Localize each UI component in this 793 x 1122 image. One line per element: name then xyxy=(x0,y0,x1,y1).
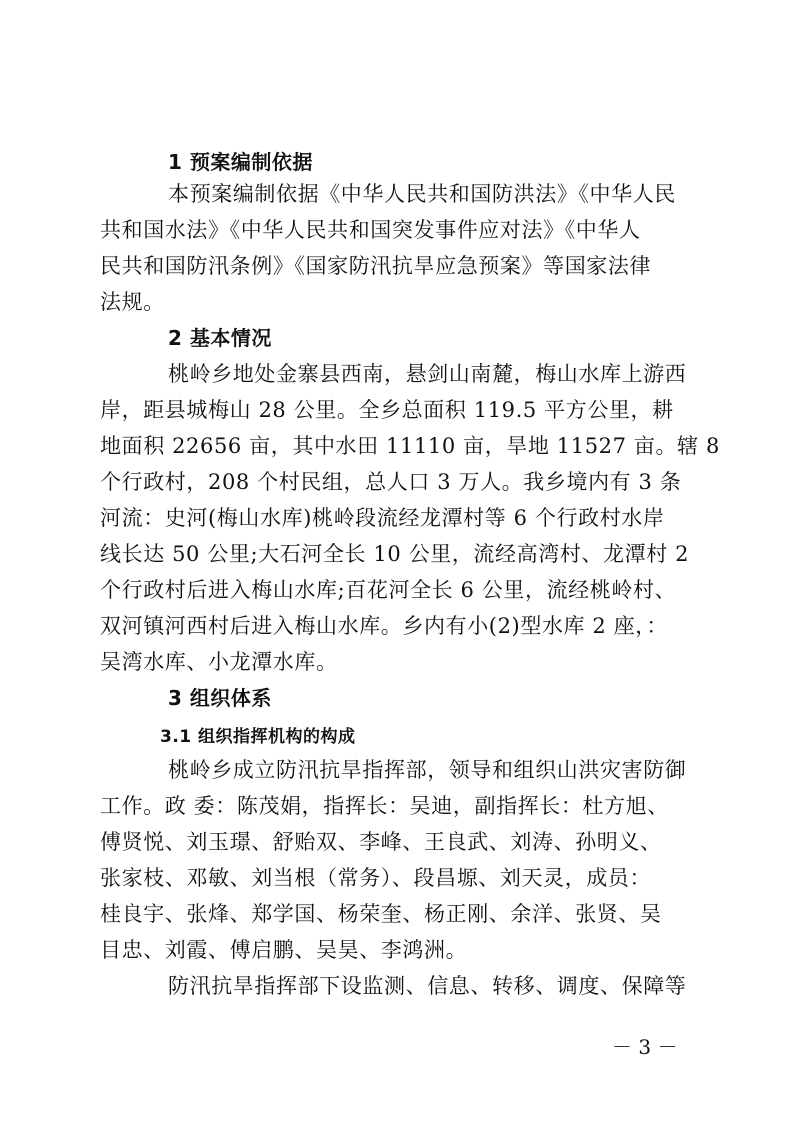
paragraph-line: 民共和国防汛条例》《国家防汛抗旱应急预案》等国家法律 xyxy=(100,254,652,278)
section-3-heading: 3 组织体系 xyxy=(168,686,272,710)
paragraph-line: 张家枝、邓敏、刘当根（常务）、段昌塬、刘天灵，成员： xyxy=(100,866,652,890)
paragraph-line: 个行政村后进入梅山水库;百花河全长 6 公里，流经桃岭村、 xyxy=(100,578,677,602)
paragraph-line: 双河镇河西村后进入梅山水库。乡内有小(2)型水库 2 座，： xyxy=(100,614,668,638)
paragraph-line: 线长达 50 公里;大石河全长 10 公里，流经高湾村、龙潭村 2 xyxy=(100,542,690,566)
section-2-heading: 2 基本情况 xyxy=(168,326,272,350)
paragraph-line: 本预案编制依据《中华人民共和国防洪法》《中华人民 xyxy=(168,182,676,206)
paragraph-line: 地面积 22656 亩，其中水田 11110 亩，旱地 11527 亩。辖 8 xyxy=(100,434,720,458)
paragraph-line: 法规。 xyxy=(100,290,165,314)
paragraph-line: 个行政村，208 个村民组，总人口 3 万人。我乡境内有 3 条 xyxy=(100,470,682,494)
paragraph-line: 工作。政 委：陈茂娟，指挥长：吴迪，副指挥长：杜方旭、 xyxy=(100,794,669,818)
paragraph-line: 桃岭乡成立防汛抗旱指挥部，领导和组织山洪灾害防御 xyxy=(168,758,687,782)
paragraph-line: 河流：史河(梅山水库)桃岭段流经龙潭村等 6 个行政村水岸 xyxy=(100,506,665,530)
paragraph-line: 共和国水法》《中华人民共和国突发事件应对法》《中华人 xyxy=(100,218,641,242)
paragraph-line: 桂良宇、张烽、郑学国、杨荣奎、杨正刚、余洋、张贤、吴 xyxy=(100,902,662,926)
section-1-heading: 1 预案编制依据 xyxy=(168,150,313,174)
paragraph-line: 防汛抗旱指挥部下设监测、信息、转移、调度、保障等 xyxy=(168,974,687,998)
paragraph-line: 岸，距县城梅山 28 公里。全乡总面积 119.5 平方公里，耕 xyxy=(100,398,674,422)
paragraph-line: 目忠、刘霞、傅启鹏、吴昊、李鸿洲。 xyxy=(100,938,468,962)
page-number: － 3 － xyxy=(612,1035,678,1059)
paragraph-line: 吴湾水库、小龙潭水库。 xyxy=(100,650,338,674)
subsection-3-1-heading: 3.1 组织指挥机构的构成 xyxy=(160,727,356,747)
paragraph-line: 傅贤悦、刘玉璟、舒贻双、李峰、王良武、刘涛、孙明义、 xyxy=(100,830,662,854)
paragraph-line: 桃岭乡地处金寨县西南，悬剑山南麓，梅山水库上游西 xyxy=(168,362,687,386)
